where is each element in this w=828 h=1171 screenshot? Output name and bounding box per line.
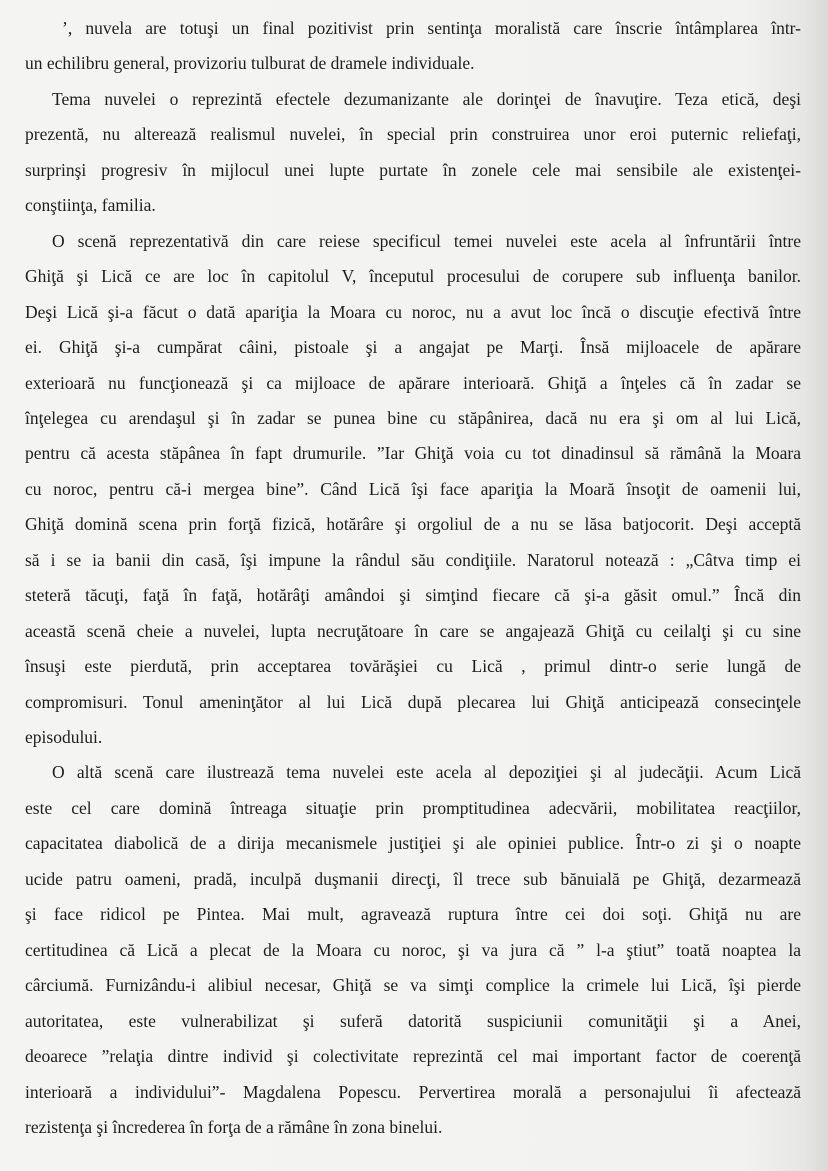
text-line: un echilibru general, provizoriu tulburat de dramele individuale. — [25, 53, 475, 74]
text-line: steteră tăcuţi, faţă în faţă, hotărâţi amândoi şi simţind fiecare că şi-a găsit omul.” Încă din — [25, 585, 801, 606]
text-line: autoritatea, este vulnerabilizat şi suferă datorită suspiciunii comunităţii şi a Anei, — [25, 1010, 801, 1031]
text-line: certitudinea că Lică a plecat de la Moara cu noroc, şi va jura că ” l-a ştiut” toată noaptea la — [25, 939, 801, 960]
text-line: surprinşi progresiv în mijlocul unei lupte purtate în zonele cele mai sensibile ale existenţei- — [25, 159, 801, 180]
text-line: exterioară nu funcţionează şi ca mijloace de apărare interioară. Ghiţă a înţeles că în zadar se — [25, 372, 801, 393]
text-line: interioară a individului”- Magdalena Popescu. Pervertirea morală a personajului îi afectează — [25, 1081, 801, 1102]
text-line: pentru că acesta stăpânea în fapt drumurile. ”Iar Ghiţă voia cu tot dinadinsul să rămână la Moara — [25, 443, 801, 464]
text-line: cârciumă. Furnizându-i alibiul necesar, Ghiţă se va simţi complice la crimele lui Lică, îşi pierde — [25, 975, 801, 996]
text-line: capacitatea diabolică de a dirija mecanismele justiţiei şi ale opiniei publice. Într-o zi şi o noapte — [25, 833, 801, 854]
text-line: Ghiţă şi Lică ce are loc în capitolul V, începutul procesului de corupere sub influenţa banilor. — [25, 266, 801, 287]
text-line: ’, nuvela are totuşi un final pozitivist prin sentinţa moralistă care înscrie întâmplarea într- — [62, 18, 801, 38]
text-line: ucide patru oameni, pradă, inculpă duşmanii direcţi, îl trece sub bănuială pe Ghiţă, dezarmează — [25, 868, 801, 889]
text-line: ei. Ghiţă şi-a cumpărat câini, pistoale şi a angajat pe Marţi. Însă mijloacele de apărare — [25, 337, 801, 358]
text-line: O altă scenă care ilustrează tema nuvelei este acela al depoziţiei şi al judecăţii. Acum Lică — [52, 762, 801, 783]
text-line: prezentă, nu alterează realismul nuvelei, în special prin construirea unor eroi puternic reliefaţi, — [25, 124, 801, 145]
text-line: să i se ia banii din casă, îşi impune la rândul său condiţiile. Naratorul notează : „Câtva timp ei — [25, 549, 801, 570]
text-line: rezistenţa şi încrederea în forţa de a rămâne în zona binelui. — [25, 1116, 443, 1137]
text-line: şi face ridicol pe Pintea. Mai mult, agravează ruptura între cei doi soţi. Ghiţă nu are — [25, 904, 801, 925]
text-line: cu noroc, pentru că-i mergea bine”. Când Lică îşi face apariţia la Moară însoţit de oamenii lui, — [25, 478, 801, 499]
text-line: episodului. — [25, 727, 103, 747]
text-line: Tema nuvelei o reprezintă efectele dezumanizante ale dorinţei de înavuţire. Teza etică, deşi — [52, 88, 801, 109]
text-line: este cel care domină întreaga situaţie prin promptitudinea adecvării, mobilitatea reacţiilor, — [25, 797, 801, 818]
text-line: deoarece ”relaţia dintre individ şi colectivitate reprezintă cel mai important factor de coerenţă — [25, 1046, 801, 1067]
text-line: conştiinţa, familia. — [25, 195, 156, 216]
text-line: Ghiţă domină scena prin forţă fizică, hotărâre şi orgoliul de a nu se lăsa batjocorit. Deşi acceptă — [25, 514, 801, 535]
text-line: însuşi este pierdută, prin acceptarea tovărăşiei cu Lică , primul dintr-o serie lungă de — [25, 656, 801, 677]
text-line: înţelegea cu arendaşul şi în zadar se punea bine cu stăpânirea, dacă nu era şi om al lui Lică, — [25, 407, 801, 428]
text-line: compromisuri. Tonul ameninţător al lui Lică după plecarea lui Ghiţă anticipează consecinţele — [25, 691, 801, 712]
text-line: O scenă reprezentativă din care reiese specificul temei nuvelei este acela al înfruntării între — [52, 230, 801, 251]
text-line: Deşi Lică şi-a făcut o dată apariţia la Moara cu noroc, nu a avut loc încă o discuţie efectivă între — [25, 301, 801, 322]
text-line: această scenă cheie a nuvelei, lupta necruţătoare în care se angajează Ghiţă cu ceilalţi şi cu sine — [25, 620, 801, 641]
